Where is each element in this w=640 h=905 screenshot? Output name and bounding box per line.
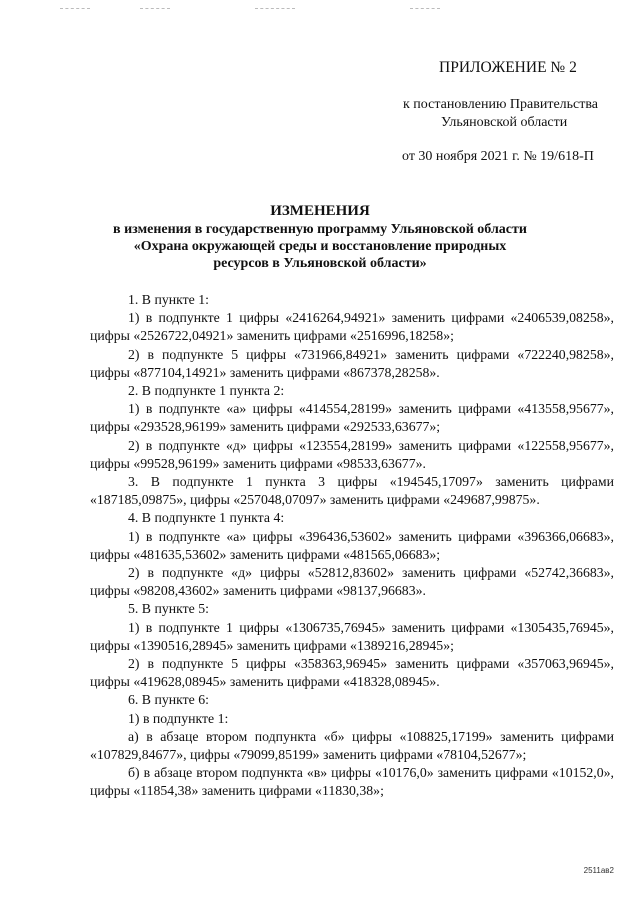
amendment-paragraph: 2) в подпункте 5 цифры «731966,84921» заменить цифрами «722240,98258», цифры «877104,14921» заменить цифрами «867378,28258».	[90, 346, 614, 380]
section-heading: 2. В подпункте 1 пункта 2:	[128, 383, 285, 399]
document-code: 2511ав2	[583, 866, 614, 875]
scan-artifact	[255, 8, 295, 10]
section-heading: 1. В пункте 1:	[128, 292, 209, 307]
title-line-3: ресурсов в Ульяновской области»	[213, 256, 427, 271]
amendments-list	[90, 291, 614, 801]
amendment-paragraph: 3. В подпункте 1 пункта 3 цифры «194545,17097» заменить цифрами «187185,09875», цифры «257048,07097» заменить цифрами «249687,99875».	[90, 474, 614, 508]
title-line-1: в изменения в государственную программу Ульяновской области	[113, 222, 527, 237]
scan-artifact	[60, 8, 90, 10]
title-line-2: «Охрана окружающей среды и восстановление природных	[133, 239, 507, 254]
resolution-date: от 30 ноября 2021 г. № 19/618-П	[402, 149, 594, 164]
amendment-paragraph: 1) в подпункте «а» цифры «396436,53602» заменить цифрами «396366,06683», цифры «481635,53602» заменить цифрами «481565,06683»;	[90, 528, 614, 562]
amendment-paragraph: 1) в подпункте «а» цифры «414554,28199» заменить цифрами «413558,95677», цифры «293528,96199» заменить цифрами «292533,63677»;	[90, 401, 614, 435]
resolution-line-1: к постановлению Правительства	[403, 97, 599, 112]
scan-artifact	[410, 8, 440, 10]
document-title	[60, 203, 580, 272]
resolution-line-2: Ульяновской области	[441, 115, 568, 130]
section-heading: 6. В пункте 6:	[128, 692, 209, 708]
appendix-title: ПРИЛОЖЕНИЕ № 2	[439, 59, 577, 76]
resolution-reference	[403, 96, 598, 132]
scan-artifact	[140, 8, 170, 10]
section-heading: 1) в подпункте 1:	[128, 710, 229, 726]
title-main: ИЗМЕНЕНИЯ	[270, 203, 370, 219]
section-heading: 5. В пункте 5:	[128, 601, 209, 617]
amendment-paragraph: 2) в подпункте «д» цифры «123554,28199» заменить цифрами «122558,95677», цифры «99528,96199» заменить цифрами «98533,63677».	[90, 437, 614, 471]
amendment-paragraph: а) в абзаце втором подпункта «б» цифры «108825,17199» заменить цифрами «107829,84677», цифры «79099,85199» заменить цифрами «78104,52677»;	[90, 728, 614, 763]
section-heading: 4. В подпункте 1 пункта 4:	[128, 510, 285, 526]
amendment-paragraph: 1) в подпункте 1 цифры «1306735,76945» заменить цифрами «1305435,76945», цифры «1390516,28945» заменить цифрами «1389216,28945»;	[90, 619, 614, 653]
amendment-paragraph: б) в абзаце втором подпункта «в» цифры «10176,0» заменить цифрами «10152,0», цифры «11854,38» заменить цифрами «11830,38»;	[90, 765, 614, 799]
amendment-paragraph: 1) в подпункте 1 цифры «2416264,94921» заменить цифрами «2406539,08258», цифры «2526722,04921» заменить цифрами «2516996,18258»;	[90, 310, 614, 344]
amendment-paragraph: 2) в подпункте «д» цифры «52812,83602» заменить цифрами «52742,36683», цифры «98208,43602» заменить цифрами «98137,96683».	[90, 565, 614, 599]
amendment-paragraph: 2) в подпункте 5 цифры «358363,96945» заменить цифрами «357063,96945», цифры «419628,08945» заменить цифрами «418328,08945».	[90, 656, 614, 690]
